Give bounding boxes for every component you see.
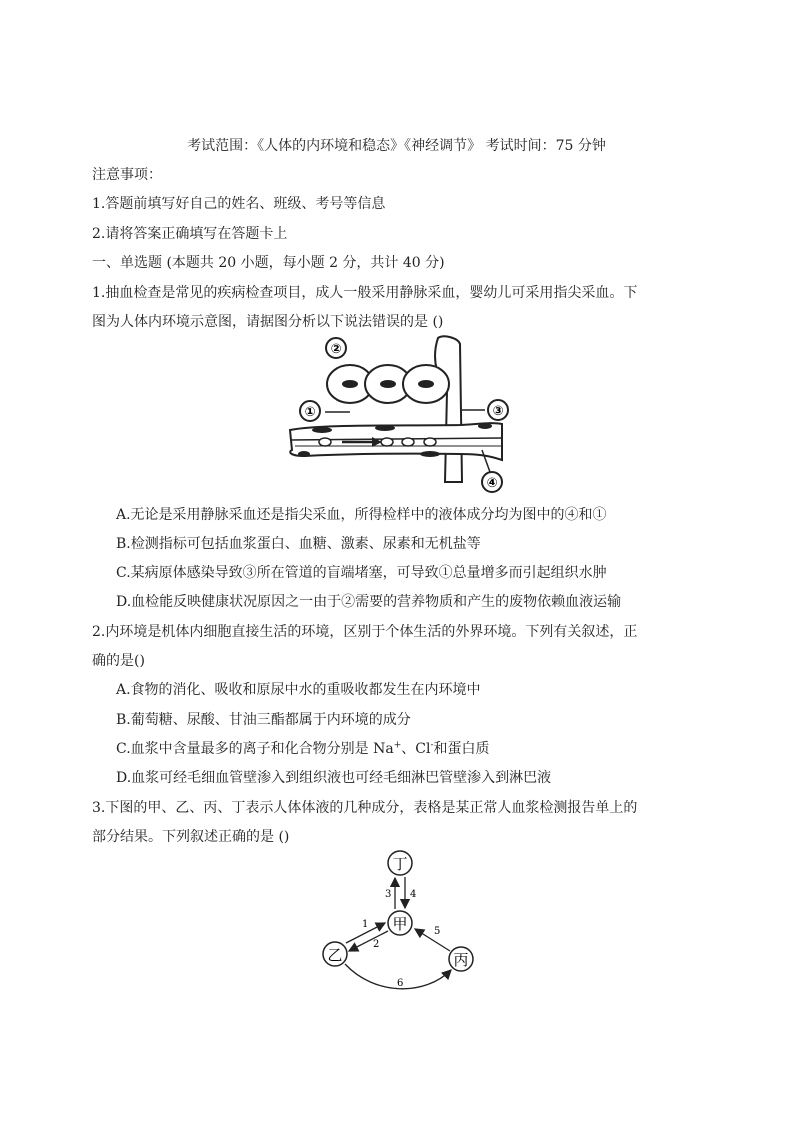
q3-stem-line-1: 3.下图的甲、乙、丙、丁表示人体体液的几种成分，表格是某正常人血浆检测报告单上的: [92, 800, 638, 816]
q1-figure: [280, 332, 530, 497]
q1-stem-line-2: 图为人体内环境示意图，请据图分析以下说法错误的是 (): [92, 314, 444, 330]
q2-option-c: C.血浆中含量最多的离子和化合物分别是 Na+、Cl-和蛋白质: [116, 740, 490, 757]
label-2: ②: [330, 342, 342, 357]
svg-text:3: 3: [385, 889, 392, 900]
q1-stem-line-1: 1.抽血检查是常见的疾病检查项目，成人一般采用静脉采血，婴幼儿可采用指尖采血。下: [92, 285, 638, 301]
label-4: ④: [486, 476, 498, 491]
q1-option-d: D.血检能反映健康状况原因之一由于②需要的营养物质和产生的废物依赖血液运输: [116, 594, 622, 610]
svg-text:5: 5: [434, 926, 441, 937]
svg-text:4: 4: [410, 889, 417, 900]
q1-option-a: A.无论是采用静脉采血还是指尖采血，所得检样中的液体成分均为图中的④和①: [116, 507, 607, 523]
notes-item-1: 1.答题前填写好自己的姓名、班级、考号等信息: [92, 196, 386, 212]
q2-option-a: A.食物的消化、吸收和原尿中水的重吸收都发生在内环境中: [116, 682, 481, 698]
node-ding: 丁: [392, 855, 408, 873]
q1-option-c: C.某病原体感染导致③所在管道的盲端堵塞，可导致①总量增多而引起组织水肿: [116, 565, 607, 581]
q2-option-b: B.葡萄糖、尿酸、甘油三酯都属于内环境的成分: [116, 712, 411, 728]
q2-stem-line-2: 确的是(): [92, 653, 145, 669]
q1-option-b: B.检测指标可包括血浆蛋白、血糖、激素、尿素和无机盐等: [116, 536, 481, 552]
svg-text:2: 2: [373, 939, 380, 950]
q3-body-fluid-diagram: [315, 846, 485, 996]
notes-title: 注意事项：: [92, 167, 162, 183]
section-title: 一、单选题 (本题共 20 小题，每小题 2 分，共计 40 分): [92, 255, 445, 271]
q3-stem-line-2: 部分结果。下列叙述正确的是 (): [92, 829, 290, 845]
svg-text:1: 1: [362, 919, 369, 930]
label-1: ①: [304, 405, 316, 420]
q2-stem-line-1: 2.内环境是机体内细胞直接生活的环境，区别于个体生活的外界环境。下列有关叙述，正: [92, 624, 638, 640]
svg-text:6: 6: [397, 978, 404, 989]
node-yi: 乙: [327, 946, 343, 964]
exam-scope: 考试范围：《人体的内环境和稳态》《神经调节》 考试时间：75 分钟: [187, 138, 606, 154]
node-bing: 丙: [453, 951, 469, 969]
q2-option-d: D.血浆可经毛细血管壁渗入到组织液也可经毛细淋巴管壁渗入到淋巴液: [116, 770, 552, 786]
lymph-capillary: [435, 336, 462, 482]
label-3: ③: [492, 404, 504, 419]
notes-item-2: 2.请将答案正确填写在答题卡上: [92, 226, 288, 242]
node-jia: 甲: [392, 915, 408, 933]
